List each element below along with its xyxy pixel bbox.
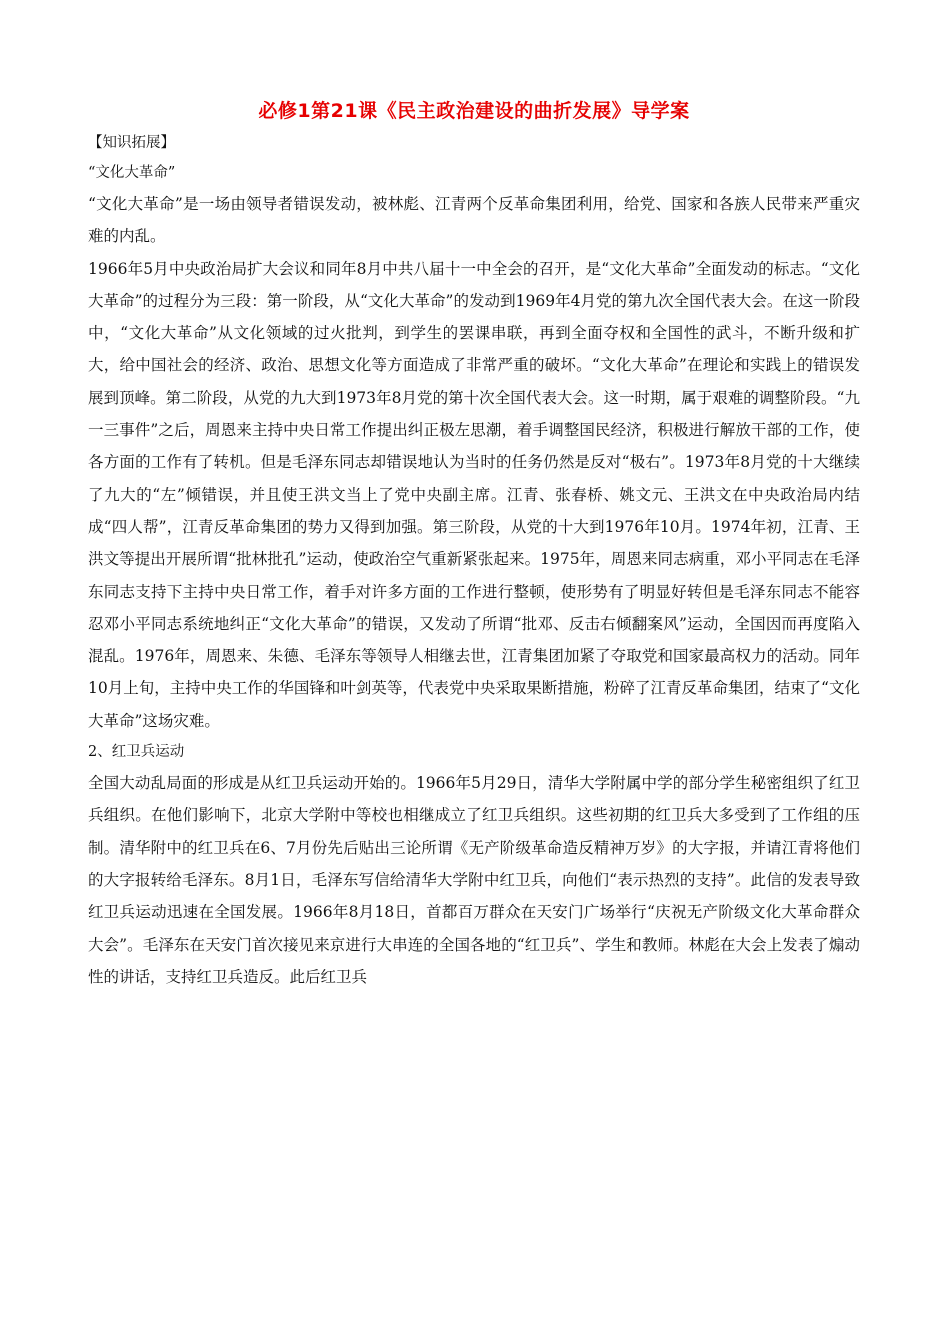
subheading-red-guards: 2、红卫兵运动 <box>88 744 185 761</box>
paragraph-intro: “文化大革命”是一场由领导者错误发动，被林彪、江青两个反革命集团利用，给党、国家和各族人民带来严重灾难的内乱。 <box>88 195 860 246</box>
subheading-cultural-revolution: “文化大革命” <box>88 165 176 181</box>
paragraph-red-guards: 全国大动乱局面的形成是从红卫兵运动开始的。1966年5月29日，清华大学附属中学的部分学生秘密组织了红卫兵组织。在他们影响下，北京大学附中等校也相继成立了红卫兵组织。这些初期的红卫兵大多受到了工作组的压制。清华附中的红卫兵在6、7月份先后贴出三论所谓《无产阶级革命造反精神万岁》的大字报，并请江青将他们的大字报转给毛泽东。8月1日，毛泽东写信给清华大学附中红卫兵，向他们“表示热烈的支持”。此信的发表导致红卫兵运动迅速在全国发展。1966年8月18日，首都百万群众在天安门广场举行“庆祝无产阶级文化大革命群众大会”。毛泽东在天安门首次接见来京进行大串连的全国各地的“红卫兵”、学生和教师。林彪在大会上发表了煽动性的讲话，支持红卫兵造反。此后红卫兵 <box>88 774 860 986</box>
paragraph-stages: 1966年5月中央政治局扩大会议和同年8月中共八届十一中全会的召开，是“文化大革命”全面发动的标志。“文化大革命”的过程分为三段：第一阶段，从“文化大革命”的发动到1969年4月党的第九次全国代表大会。在这一阶段中，“文化大革命”从文化领域的过火批判，到学生的罢课串联，再到全面夺权和全国性的武斗，不断升级和扩大，给中国社会的经济、政治、思想文化等方面造成了非常严重的破坏。“文化大革命”在理论和实践上的错误发展到顶峰。第二阶段，从党的九大到1973年8月党的第十次全国代表大会。这一时期，属于艰难的调整阶段。“九一三事件”之后，周恩来主持中央日常工作提出纠正极左思潮，着手调整国民经济，积极进行解放干部的工作，使各方面的工作有了转机。但是毛泽东同志却错误地认为当时的任务仍然是反对“极右”。1973年8月党的十大继续了九大的“左”倾错误，并且使王洪文当上了党中央副主席。江青、张春桥、姚文元、王洪文在中央政治局内结成“四人帮”，江青反革命集团的势力又得到加强。第三阶段，从党的十大到1976年10月。1974年初，江青、王洪文等提出开展所谓“批林批孔”运动，使政治空气重新紧张起来。1975年，周恩来同志病重，邓小平同志在毛泽东同志支持下主持中央日常工作，着手对许多方面的工作进行整顿，使形势有了明显好转但是毛泽东同志不能容忍邓小平同志系统地纠正“文化大革命”的错误，又发动了所谓“批邓、反击右倾翻案风”运动，全国因而再度陷入混乱。1976年，周恩来、朱德、毛泽东等领导人相继去世，江青集团加紧了夺取党和国家最高权力的活动。同年10月上旬，主持中央工作的华国锋和叶剑英等，代表党中央采取果断措施，粉碎了江青反革命集团，结束了“文化大革命”这场灾难。 <box>88 259 860 730</box>
page-title: 必修1第21课《民主政治建设的曲折发展》导学案 <box>258 100 690 122</box>
document-page <box>88 96 860 993</box>
section-label: 【知识拓展】 <box>88 135 175 151</box>
